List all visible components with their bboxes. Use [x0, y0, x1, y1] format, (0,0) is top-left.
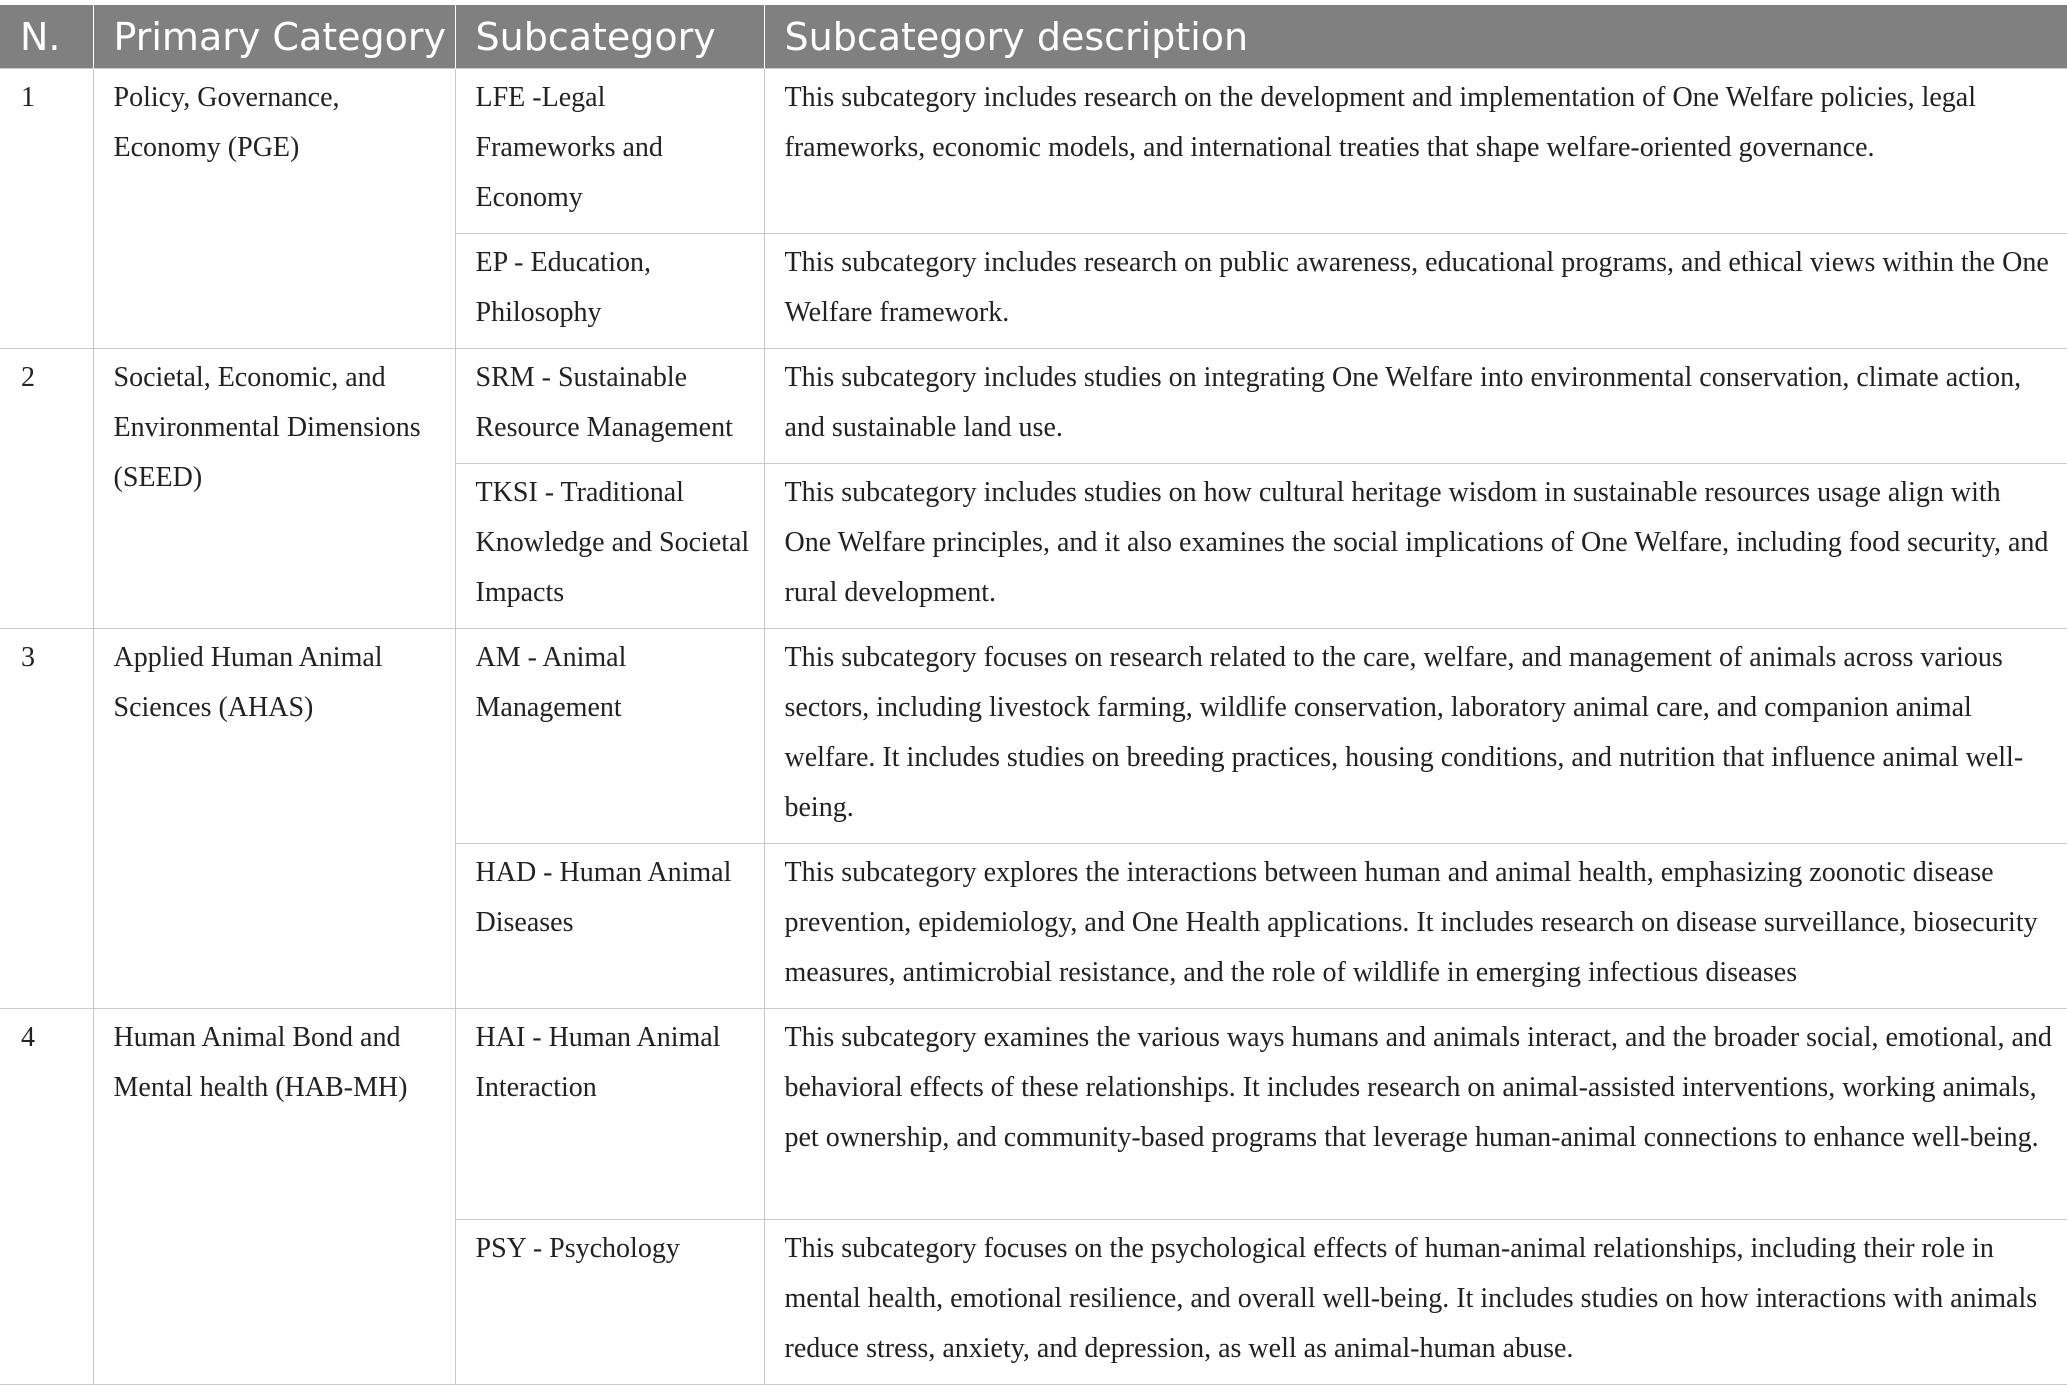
primary-category: Societal, Economic, and Environmental Dimensions (SEED)	[93, 349, 455, 629]
subcategory: HAD - Human Animal Diseases	[455, 844, 764, 1009]
header-subcategory: Subcategory	[455, 5, 764, 69]
subcategory-description: This subcategory includes studies on integrating One Welfare into environmental conservation, climate action, and sustainable land use.	[764, 349, 2067, 464]
table-row	[0, 69, 2067, 234]
row-number: 1	[0, 69, 93, 349]
subcategory: HAI - Human Animal Interaction	[455, 1009, 764, 1220]
subcategory: TKSI - Traditional Knowledge and Societal Impacts	[455, 464, 764, 629]
row-number: 3	[0, 629, 93, 1009]
category-table	[0, 5, 2067, 1385]
subcategory-description: This subcategory includes research on the development and implementation of One Welfare policies, legal frameworks, economic models, and international treaties that shape welfare-oriented governance.	[764, 69, 2067, 234]
table-header	[0, 5, 2067, 69]
subcategory: EP - Education, Philosophy	[455, 234, 764, 349]
subcategory-description: This subcategory examines the various ways humans and animals interact, and the broader social, emotional, and behavioral effects of these relationships. It includes research on animal-assisted interventions, working animals, pet ownership, and community-based programs that leverage human-animal connections to enhance well-being.	[764, 1009, 2067, 1220]
header-subcategory-description: Subcategory description	[764, 5, 2067, 69]
table-row	[0, 629, 2067, 844]
primary-category: Human Animal Bond and Mental health (HAB-MH)	[93, 1009, 455, 1385]
subcategory-description: This subcategory includes studies on how cultural heritage wisdom in sustainable resources usage align with One Welfare principles, and it also examines the social implications of One Welfare, including food security, and rural development.	[764, 464, 2067, 629]
subcategory-description: This subcategory focuses on the psychological effects of human-animal relationships, including their role in mental health, emotional resilience, and overall well-being. It includes studies on how interactions with animals reduce stress, anxiety, and depression, as well as animal-human abuse.	[764, 1220, 2067, 1385]
header-primary-category: Primary Category	[93, 5, 455, 69]
subcategory: PSY - Psychology	[455, 1220, 764, 1385]
primary-category: Applied Human Animal Sciences (AHAS)	[93, 629, 455, 1009]
subcategory-description: This subcategory explores the interactions between human and animal health, emphasizing zoonotic disease prevention, epidemiology, and One Health applications. It includes research on disease surveillance, biosecurity measures, antimicrobial resistance, and the role of wildlife in emerging infectious diseases	[764, 844, 2067, 1009]
subcategory: SRM - Sustainable Resource Management	[455, 349, 764, 464]
row-number: 2	[0, 349, 93, 629]
table-body	[0, 69, 2067, 1385]
header-number: N.	[0, 5, 93, 69]
subcategory: AM - Animal Management	[455, 629, 764, 844]
subcategory: LFE -Legal Frameworks and Economy	[455, 69, 764, 234]
table-row	[0, 1009, 2067, 1220]
subcategory-description: This subcategory includes research on public awareness, educational programs, and ethical views within the One Welfare framework.	[764, 234, 2067, 349]
row-number: 4	[0, 1009, 93, 1385]
category-table-container	[0, 5, 2067, 1385]
subcategory-description: This subcategory focuses on research related to the care, welfare, and management of animals across various sectors, including livestock farming, wildlife conservation, laboratory animal care, and companion animal welfare. It includes studies on breeding practices, housing conditions, and nutrition that influence animal well-being.	[764, 629, 2067, 844]
table-row	[0, 349, 2067, 464]
header-row	[0, 5, 2067, 69]
primary-category: Policy, Governance, Economy (PGE)	[93, 69, 455, 349]
